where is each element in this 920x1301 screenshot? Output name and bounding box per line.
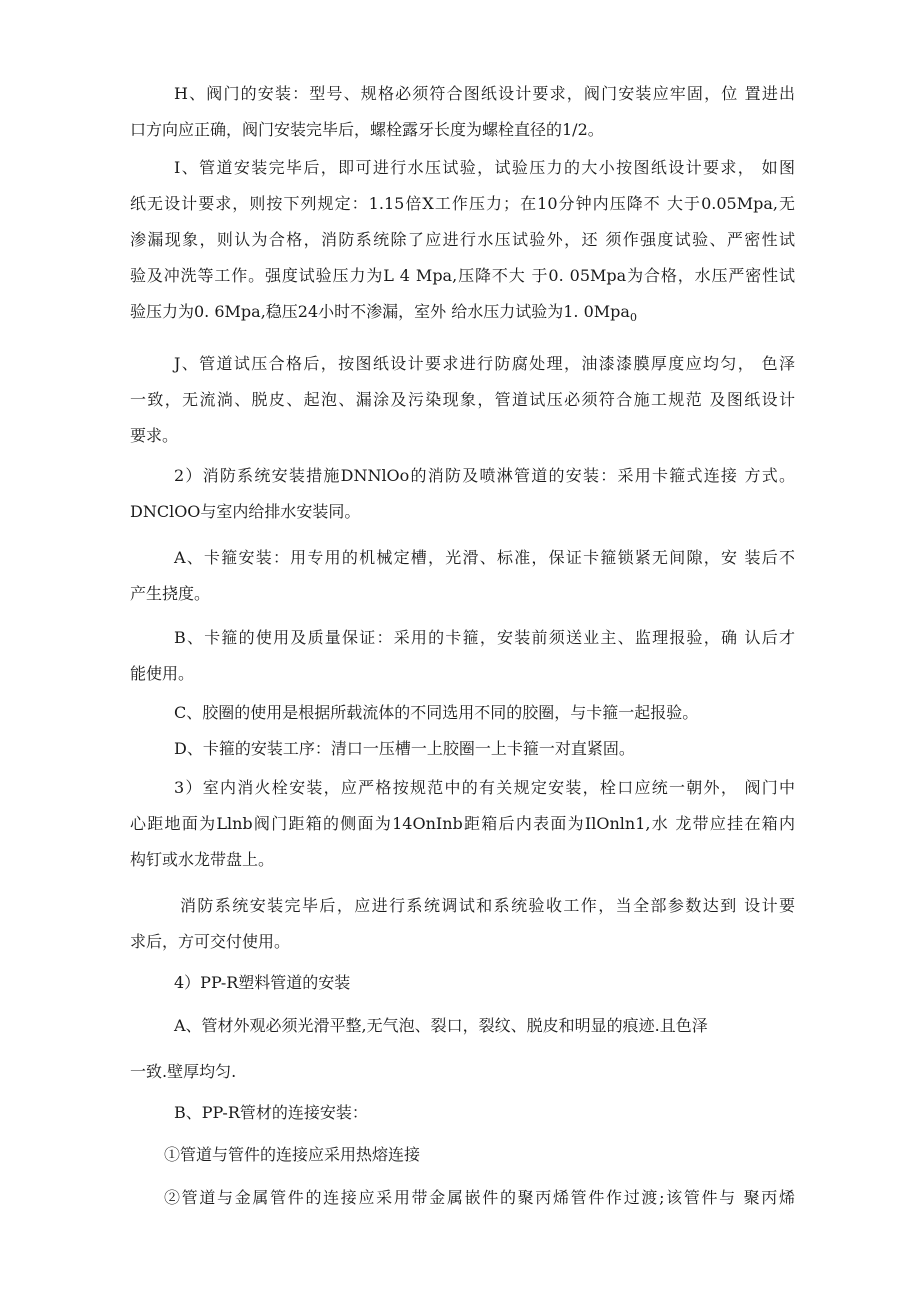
paragraph-item-1-hot-melt: [130, 1137, 795, 1173]
paragraph-i-pressure-test: [130, 150, 795, 330]
paragraph-a-pipe-appearance: [130, 1008, 795, 1090]
text-line: 一致.壁厚均匀.: [130, 1062, 237, 1081]
text-line: 3）室内消火栓安装，应严格按规范中的有关规定安装，栓口应统一朝外， 阀门中: [174, 778, 795, 797]
text-line: 产生挠度。: [130, 584, 211, 603]
text-line: A、管材外观必须光滑平整,无气泡、裂口，裂纹、脱皮和明显的痕迹.且色泽: [174, 1016, 708, 1035]
paragraph-h-valve-installation: [130, 76, 795, 148]
text-line: 4）PP-R塑料管道的安装: [174, 973, 351, 992]
text-line: B、PP-R管材的连接安装：: [174, 1103, 368, 1122]
text-line: 2）消防系统安装措施DNNlOo的消防及喷淋管道的安装：采用卡箍式连接 方式。: [174, 466, 795, 485]
text-line: ②管道与金属管件的连接应采用带金属嵌件的聚丙烯管件作过渡;该管件与 聚丙烯: [164, 1188, 795, 1207]
text-line: 构钉或水龙带盘上。: [130, 850, 275, 869]
text-line: [130, 294, 795, 330]
text-line: H、阀门的安装：型号、规格必须符合图纸设计要求，阀门安装应牢固，位 置进出: [174, 84, 795, 103]
paragraph-c-rubber-ring: [130, 695, 795, 731]
text-line: B、卡箍的使用及质量保证：采用的卡箍，安装前须送业主、监理报验，确 认后才: [174, 628, 795, 647]
paragraph-2-fire-system-measures: [130, 458, 795, 530]
text-line: A、卡箍安装：用专用的机械定槽，光滑、标准，保证卡箍锁紧无间隙，安 装后不: [174, 548, 795, 567]
text-line: D、卡箍的安装工序：清口一压槽一上胶圈一上卡箍一对直紧固。: [174, 739, 635, 758]
text-line: I、管道安装完毕后，即可进行水压试验，试验压力的大小按图纸设计要求， 如图: [174, 158, 795, 177]
text-line: 渗漏现象，则认为合格，消防系统除了应进行水压试验外，还 须作强度试验、严密性试: [130, 230, 795, 249]
paragraph-system-commissioning: [130, 888, 795, 960]
paragraph-4-ppr-heading: [130, 965, 795, 1001]
paragraph-d-clamp-procedure: [130, 731, 795, 767]
text-line: 能使用。: [130, 664, 195, 683]
paragraph-3-indoor-hydrant: [130, 770, 795, 878]
text-line: ①管道与管件的连接应采用热熔连接: [164, 1145, 421, 1164]
text-line: 消防系统安装完毕后，应进行系统调试和系统验收工作，当全部参数达到 设计要: [180, 896, 795, 915]
subscript-text: 0: [629, 311, 637, 324]
text-line: 纸无设计要求，则按下列规定：1.15倍X工作压力；在10分钟内压降不 大于0.05Mpa,无: [130, 194, 795, 213]
text-line: 求后，方可交付使用。: [130, 932, 291, 951]
text-line: 一致，无流淌、脱皮、起泡、漏涂及污染现象，管道试压必须符合施工规范 及图纸设计: [130, 390, 795, 409]
text-line: J、管道试压合格后，按图纸设计要求进行防腐处理，油漆漆膜厚度应均匀， 色泽: [174, 354, 795, 373]
paragraph-b-ppr-connection: [130, 1095, 795, 1131]
text-line: 口方向应正确，阀门安装完毕后，螺栓露牙长度为螺栓直径的1/2。: [130, 120, 604, 139]
paragraph-b-clamp-quality: [130, 620, 795, 692]
paragraph-item-2-metal-fittings: [130, 1180, 795, 1216]
text-line: 心距地面为Llnb阀门距箱的侧面为14OnInb距箱后内表面为IlOnln1,水 龙带应挂在箱内: [130, 814, 795, 833]
text-line: 验及冲洗等工作。强度试验压力为L 4 Mpa,压降不大 于0. 05Mpa为合格，水压严密性试: [130, 266, 795, 285]
paragraph-j-anticorrosion: [130, 346, 795, 454]
text-line: 要求。: [130, 426, 179, 445]
text-line-content: 验压力为0. 6Mpa,稳压24小时不渗漏，室外 给水压力试验为1. 0Mpa: [130, 302, 630, 321]
text-line: DNClOO与室内给排水安装同。: [130, 502, 361, 521]
paragraph-a-clamp-installation: [130, 540, 795, 612]
text-line: C、胶圈的使用是根据所载流体的不同选用不同的胶圈，与卡箍一起报验。: [174, 703, 699, 722]
